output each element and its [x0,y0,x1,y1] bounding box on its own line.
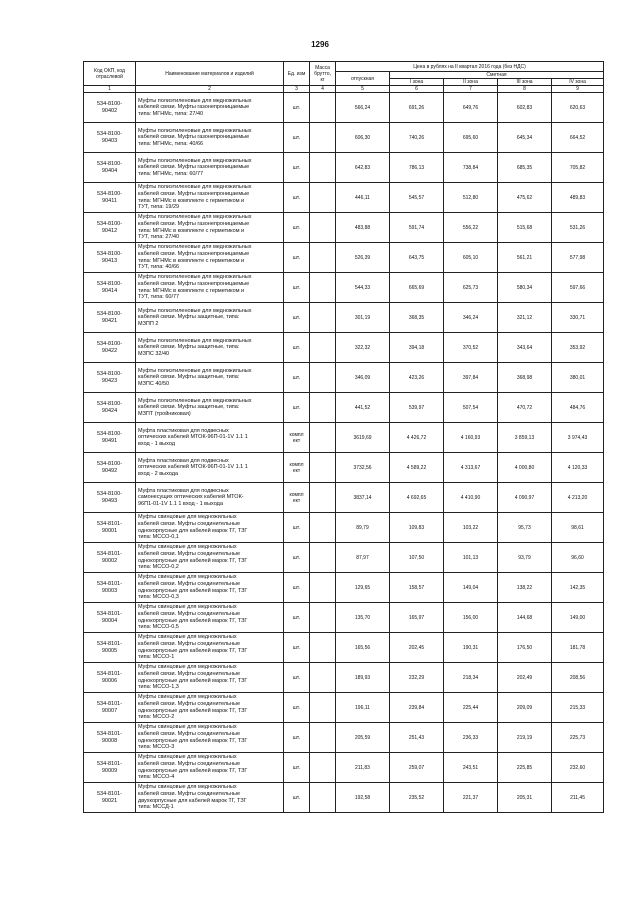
item-mass [310,243,336,273]
price-zone2: 738,84 [444,153,498,183]
price-zone2: 236,33 [444,723,498,753]
item-mass [310,123,336,153]
item-mass [310,573,336,603]
price-release: 189,93 [336,663,390,693]
item-code: 534-8101- 90004 [84,603,136,633]
table-row [84,153,604,183]
item-mass [310,603,336,633]
item-unit: шт. [284,513,310,543]
price-zone3: 475,62 [498,183,552,213]
price-zone4: 149,00 [552,603,604,633]
price-release: 205,59 [336,723,390,753]
item-unit: шт. [284,303,310,333]
price-zone1: 4 426,72 [390,423,444,453]
item-name: Муфта пластиковая для подвесных самонесущих оптических кабелей МТОК- 96П1-01-1V 1.1 1 вход - 1 выхода [136,483,284,513]
price-release: 483,88 [336,213,390,243]
item-code: 534-8101- 90021 [84,783,136,813]
price-zone3: 4 090,97 [498,483,552,513]
item-code: 534-8101- 90008 [84,723,136,753]
price-zone2: 397,84 [444,363,498,393]
price-zone1: 107,50 [390,543,444,573]
price-zone3: 138,22 [498,573,552,603]
price-release: 3837,14 [336,483,390,513]
column-number: 5 [336,86,390,93]
table-row [84,603,604,633]
item-name: Муфты свинцовые для медножильных кабелей связи. Муфты соединительные однокорпусные для кабелей марок ТГ, ТЗГ типа: МССО-1,3 [136,663,284,693]
item-mass [310,153,336,183]
price-zone2: 4 313,67 [444,453,498,483]
price-release: 3619,69 [336,423,390,453]
item-mass [310,723,336,753]
item-code: 534-8101- 90007 [84,693,136,723]
table-row [84,123,604,153]
header-unit: Ед. изм [284,62,310,86]
price-zone4: 597,66 [552,273,604,303]
item-mass [310,393,336,423]
price-zone1: 539,97 [390,393,444,423]
price-zone4: 4 213,20 [552,483,604,513]
price-zone1: 394,18 [390,333,444,363]
price-zone4: 208,56 [552,663,604,693]
item-code: 534-8100- 90492 [84,453,136,483]
item-unit: шт. [284,693,310,723]
item-unit: шт. [284,123,310,153]
price-zone4: 211,45 [552,783,604,813]
item-name: Муфты свинцовые для медножильных кабелей связи. Муфты соединительные однокорпусные для кабелей марок ТГ, ТЗГ типа: МССО-1 [136,633,284,663]
item-code: 534-8100- 90414 [84,273,136,303]
item-mass [310,273,336,303]
price-zone1: 740,26 [390,123,444,153]
price-zone3: 645,34 [498,123,552,153]
table-row [84,273,604,303]
price-zone3: 95,73 [498,513,552,543]
price-release: 87,97 [336,543,390,573]
table-row [84,723,604,753]
price-zone4: 620,63 [552,93,604,123]
price-release: 544,33 [336,273,390,303]
table-row [84,783,604,813]
price-zone4: 4 120,33 [552,453,604,483]
price-zone2: 346,24 [444,303,498,333]
item-name: Муфты полиэтиленовые для медножильных кабелей связи. Муфты газонепроницаемые типа: МГНМс в комплекте с герметиком и ТУТ, типа: 19/29 [136,183,284,213]
price-zone4: 142,35 [552,573,604,603]
table-row [84,753,604,783]
table-row [84,303,604,333]
item-name: Муфты полиэтиленовые для медножильных кабелей связи. Муфты газонепроницаемые типа: МГНМс в комплекте с герметиком и ТУТ, типа: 27/40 [136,213,284,243]
price-zone3: 561,21 [498,243,552,273]
table-row [84,423,604,453]
item-mass [310,483,336,513]
table-row [84,243,604,273]
header-release: отпускная [336,72,390,86]
item-code: 534-8100- 90424 [84,393,136,423]
item-mass [310,633,336,663]
price-zone1: 251,43 [390,723,444,753]
table-row [84,693,604,723]
price-zone3: 580,34 [498,273,552,303]
item-unit: шт. [284,663,310,693]
column-number: 9 [552,86,604,93]
header-mass: Масса брутто, кг [310,62,336,86]
item-unit: шт. [284,573,310,603]
price-zone1: 786,13 [390,153,444,183]
table-row [84,543,604,573]
item-mass [310,453,336,483]
item-name: Муфты свинцовые для медножильных кабелей связи. Муфты соединительные однокорпусные для кабелей марок ТГ, ТЗГ типа: МССО-0,2 [136,543,284,573]
price-zone4: 98,61 [552,513,604,543]
item-code: 534-8100- 90411 [84,183,136,213]
header-estimated: Сметная [390,72,604,79]
price-zone2: 156,00 [444,603,498,633]
header-zone2: II зона [444,79,498,86]
item-name: Муфты свинцовые для медножильных кабелей связи. Муфты соединительные однокорпусные для кабелей марок ТГ, ТЗГ типа: МССО-2 [136,693,284,723]
price-release: 566,24 [336,93,390,123]
item-mass [310,783,336,813]
price-zone3: 219,19 [498,723,552,753]
price-zone1: 239,84 [390,693,444,723]
price-zone3: 176,50 [498,633,552,663]
price-zone2: 190,31 [444,633,498,663]
price-zone1: 643,75 [390,243,444,273]
table-row [84,363,604,393]
price-zone1: 235,52 [390,783,444,813]
item-name: Муфты полиэтиленовые для медножильных кабелей связи. Муфты газонепроницаемые типа: МГНМс в комплекте с герметиком и ТУТ, типа: 60/77 [136,273,284,303]
price-zone3: 205,31 [498,783,552,813]
price-zone3: 321,12 [498,303,552,333]
item-mass [310,423,336,453]
price-zone2: 103,22 [444,513,498,543]
item-unit: шт. [284,633,310,663]
price-zone4: 3 974,43 [552,423,604,453]
price-zone2: 4 410,90 [444,483,498,513]
price-zone4: 531,26 [552,213,604,243]
item-name: Муфты полиэтиленовые для медножильных кабелей связи. Муфты газонепроницаемые типа: МГНМс, типа: 60/77 [136,153,284,183]
item-code: 534-8101- 90002 [84,543,136,573]
price-zone4: 330,71 [552,303,604,333]
price-zone2: 625,73 [444,273,498,303]
item-code: 534-8101- 90003 [84,573,136,603]
price-zone3: 93,79 [498,543,552,573]
price-zone4: 353,92 [552,333,604,363]
item-name: Муфты полиэтиленовые для медножильных кабелей связи. Муфты газонепроницаемые типа: МГНМс в комплекте с герметиком и ТУТ, типа: 40/66 [136,243,284,273]
item-unit: шт. [284,273,310,303]
price-release: 441,52 [336,393,390,423]
header-zone4: IV зона [552,79,604,86]
item-code: 534-8101- 90001 [84,513,136,543]
price-release: 526,39 [336,243,390,273]
price-release: 642,83 [336,153,390,183]
price-zone1: 368,35 [390,303,444,333]
item-name: Муфты полиэтиленовые для медножильных кабелей связи. Муфты защитные, типа: МЗПП 2 [136,303,284,333]
column-numbers-row [84,86,604,93]
item-unit: шт. [284,543,310,573]
price-zone4: 215,33 [552,693,604,723]
price-zone3: 368,98 [498,363,552,393]
item-mass [310,93,336,123]
price-zone1: 109,83 [390,513,444,543]
item-code: 534-8101- 90006 [84,663,136,693]
price-zone2: 556,22 [444,213,498,243]
price-zone1: 545,57 [390,183,444,213]
item-unit: шт. [284,363,310,393]
item-unit: шт. [284,93,310,123]
price-zone1: 165,97 [390,603,444,633]
price-zone4: 380,01 [552,363,604,393]
item-mass [310,693,336,723]
header-zone1: I зона [390,79,444,86]
item-name: Муфты свинцовые для медножильных кабелей связи. Муфты соединительные однокорпусные для кабелей марок ТГ, ТЗГ типа: МССО-4 [136,753,284,783]
price-zone2: 101,13 [444,543,498,573]
item-mass [310,363,336,393]
price-release: 211,83 [336,753,390,783]
column-number: 7 [444,86,498,93]
item-mass [310,333,336,363]
price-zone2: 221,37 [444,783,498,813]
item-unit: компл ект [284,453,310,483]
price-release: 192,58 [336,783,390,813]
price-zone3: 4 000,80 [498,453,552,483]
item-unit: шт. [284,333,310,363]
price-release: 346,09 [336,363,390,393]
table-row [84,93,604,123]
item-name: Муфты полиэтиленовые для медножильных кабелей связи. Муфты защитные, типа: МЗПС 40/50 [136,363,284,393]
price-zone3: 515,68 [498,213,552,243]
item-unit: шт. [284,723,310,753]
table-row [84,333,604,363]
price-zone4: 96,60 [552,543,604,573]
item-unit: компл ект [284,423,310,453]
price-zone3: 225,85 [498,753,552,783]
column-number: 8 [498,86,552,93]
price-zone3: 602,83 [498,93,552,123]
page-number: 1296 [311,40,329,49]
header-zone3: III зона [498,79,552,86]
price-release: 129,65 [336,573,390,603]
item-mass [310,213,336,243]
price-zone3: 343,64 [498,333,552,363]
column-number: 1 [84,86,136,93]
price-zone4: 705,82 [552,153,604,183]
item-code: 534-8100- 90423 [84,363,136,393]
price-zone2: 649,76 [444,93,498,123]
item-unit: шт. [284,603,310,633]
price-zone2: 370,52 [444,333,498,363]
price-zone1: 691,26 [390,93,444,123]
column-number: 3 [284,86,310,93]
item-code: 534-8100- 90404 [84,153,136,183]
item-unit: шт. [284,243,310,273]
price-zone4: 664,52 [552,123,604,153]
item-code: 534-8100- 90493 [84,483,136,513]
price-zone1: 4 589,22 [390,453,444,483]
price-zone2: 512,80 [444,183,498,213]
price-release: 606,30 [336,123,390,153]
price-release: 135,70 [336,603,390,633]
item-code: 534-8100- 90422 [84,333,136,363]
header-name: Наименование материалов и изделий [136,62,284,86]
price-zone1: 4 692,65 [390,483,444,513]
item-code: 534-8100- 90403 [84,123,136,153]
item-code: 534-8100- 90412 [84,213,136,243]
item-name: Муфты полиэтиленовые для медножильных кабелей связи. Муфты газонепроницаемые типа: МГНМс, типа: 27/40 [136,93,284,123]
header-code: Код ОКП, код отраслевой [84,62,136,86]
item-unit: шт. [284,153,310,183]
price-release: 165,56 [336,633,390,663]
item-unit: шт. [284,783,310,813]
item-mass [310,543,336,573]
price-zone3: 3 859,13 [498,423,552,453]
column-number: 6 [390,86,444,93]
price-zone1: 423,26 [390,363,444,393]
price-release: 301,19 [336,303,390,333]
item-mass [310,753,336,783]
price-zone4: 577,98 [552,243,604,273]
price-zone3: 685,35 [498,153,552,183]
price-zone3: 209,09 [498,693,552,723]
header-price-group: Цена в рублях на II квартал 2016 года (без НДС) [336,62,604,72]
price-zone2: 695,60 [444,123,498,153]
table-row [84,213,604,243]
item-unit: шт. [284,183,310,213]
price-zone2: 507,54 [444,393,498,423]
item-mass [310,663,336,693]
price-zone4: 225,73 [552,723,604,753]
table-row [84,483,604,513]
item-code: 534-8100- 90402 [84,93,136,123]
item-name: Муфты полиэтиленовые для медножильных кабелей связи. Муфты защитные, типа: МЗПТ (тройниковая) [136,393,284,423]
price-zone4: 232,60 [552,753,604,783]
table-row [84,513,604,543]
item-mass [310,513,336,543]
column-number: 4 [310,86,336,93]
table-row [84,393,604,423]
price-zone2: 605,10 [444,243,498,273]
item-code: 534-8100- 90413 [84,243,136,273]
price-zone3: 144,68 [498,603,552,633]
price-zone2: 4 160,93 [444,423,498,453]
price-zone4: 489,83 [552,183,604,213]
item-unit: шт. [284,213,310,243]
table-row [84,183,604,213]
item-name: Муфта пластиковая для подвесных оптических кабелей МТОК-96П-01-1V 1.1 1 вход - 1 выход [136,423,284,453]
item-name: Муфты свинцовые для медножильных кабелей связи. Муфты соединительные однокорпусные для кабелей марок ТГ, ТЗГ типа: МССО-0,1 [136,513,284,543]
table-row [84,573,604,603]
price-zone1: 202,45 [390,633,444,663]
item-code: 534-8101- 90005 [84,633,136,663]
price-zone1: 158,57 [390,573,444,603]
column-number: 2 [136,86,284,93]
price-table [83,61,604,813]
item-unit: шт. [284,393,310,423]
item-unit: шт. [284,753,310,783]
price-zone1: 232,29 [390,663,444,693]
item-name: Муфты свинцовые для медножильных кабелей связи. Муфты соединительные двухкорпусные для кабелей марок ТГ, ТЗГ типа: МССД-1 [136,783,284,813]
item-code: 534-8101- 90009 [84,753,136,783]
item-name: Муфты свинцовые для медножильных кабелей связи. Муфты соединительные однокорпусные для кабелей марок ТГ, ТЗГ типа: МССО-0,5 [136,603,284,633]
price-zone3: 202,49 [498,663,552,693]
price-zone4: 181,78 [552,633,604,663]
item-mass [310,303,336,333]
price-release: 89,79 [336,513,390,543]
item-name: Муфты свинцовые для медножильных кабелей связи. Муфты соединительные однокорпусные для кабелей марок ТГ, ТЗГ типа: МССО-3 [136,723,284,753]
item-name: Муфта пластиковая для подвесных оптических кабелей МТОК-96П-01-1V 1.1 1 вход - 2 выхода [136,453,284,483]
price-zone2: 225,44 [444,693,498,723]
item-name: Муфты полиэтиленовые для медножильных кабелей связи. Муфты газонепроницаемые типа: МГНМс, типа: 40/66 [136,123,284,153]
price-zone1: 591,74 [390,213,444,243]
item-unit: компл ект [284,483,310,513]
table-row [84,633,604,663]
price-zone2: 218,34 [444,663,498,693]
item-mass [310,183,336,213]
price-release: 446,11 [336,183,390,213]
item-code: 534-8100- 90491 [84,423,136,453]
table-row [84,453,604,483]
price-release: 322,32 [336,333,390,363]
price-zone4: 484,76 [552,393,604,423]
item-code: 534-8100- 90421 [84,303,136,333]
price-zone3: 470,72 [498,393,552,423]
item-name: Муфты полиэтиленовые для медножильных кабелей связи. Муфты защитные, типа: МЗПС 32/40 [136,333,284,363]
price-zone2: 243,51 [444,753,498,783]
table-row [84,663,604,693]
price-zone2: 149,04 [444,573,498,603]
price-zone1: 665,69 [390,273,444,303]
item-name: Муфты свинцовые для медножильных кабелей связи. Муфты соединительные однокорпусные для кабелей марок ТГ, ТЗГ типа: МССО-0,3 [136,573,284,603]
price-zone1: 259,07 [390,753,444,783]
price-release: 3732,56 [336,453,390,483]
price-release: 196,11 [336,693,390,723]
